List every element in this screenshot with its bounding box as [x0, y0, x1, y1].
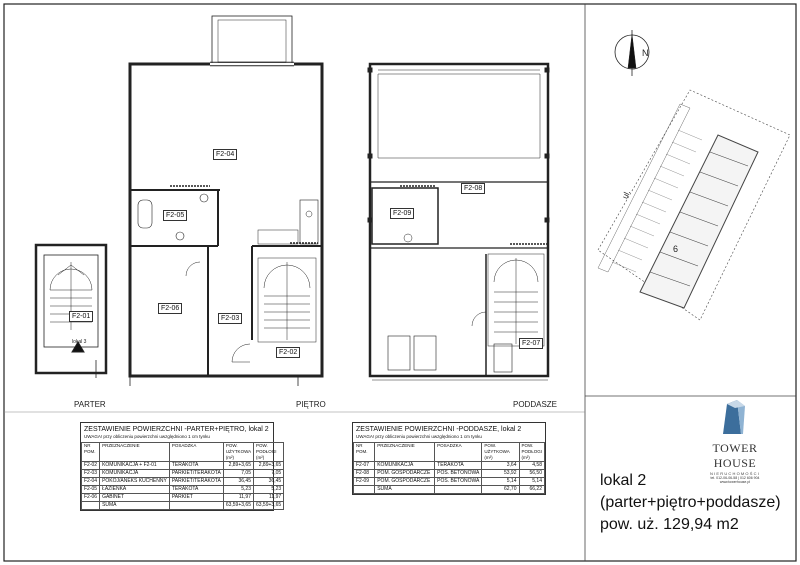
- table-cell: POS. BETONOWA: [435, 478, 482, 486]
- table1-header: POW. UŻYTKOWA (m²): [223, 443, 253, 462]
- table2-title: ZESTAWIENIE POWIERZCHNI -PODDASZE, lokal 2: [356, 426, 522, 433]
- table-cell: 53,92: [482, 470, 519, 478]
- table-cell: POM. GOSPODARCZE: [375, 470, 435, 478]
- table1-title: ZESTAWIENIE POWIERZCHNI -PARTER+PIĘTRO, lokal 2: [84, 426, 269, 433]
- table2-header: PRZEZNACZENIE: [375, 443, 435, 462]
- area-table-parter-pietro: [80, 422, 282, 511]
- table1-header: NR POM.: [82, 443, 100, 462]
- table-cell: TERAKOTA: [435, 462, 482, 470]
- room-label-f2-03: F2-03: [218, 313, 242, 324]
- table2-note: UWAGA! przy obliczeniu powierzchni uwzględniono 1 cm tynku: [356, 434, 482, 439]
- unit-info-floors: (parter+piętro+poddasze): [600, 494, 781, 511]
- table-cell: 2,89+3,65: [223, 462, 253, 470]
- table-cell: KOMUNIKACJA + F2-01: [100, 462, 170, 470]
- table-row: [354, 462, 545, 470]
- room-label-f2-08: F2-08: [461, 183, 485, 194]
- table-cell: 5,14: [482, 478, 519, 486]
- table1-sum-floor: 63,59+3,65: [253, 502, 283, 510]
- unit-info-name: lokal 2: [600, 472, 647, 489]
- table-cell: F2-09: [354, 478, 375, 486]
- table-cell: F2-06: [82, 494, 100, 502]
- table-cell: 4,58: [519, 462, 545, 470]
- room-label-f2-05: F2-05: [163, 210, 187, 221]
- table-row: [82, 502, 284, 510]
- table2-sum-label: SUMA: [375, 486, 435, 494]
- table-cell: F2-08: [354, 470, 375, 478]
- table2-grid: [353, 442, 545, 494]
- table-cell: PARKIET/TERAKOTA: [169, 478, 223, 486]
- table-row: [82, 462, 284, 470]
- table-cell: ŁAZIENKA: [100, 486, 170, 494]
- table1-sum-label: SUMA: [100, 502, 170, 510]
- room-label-f2-09: F2-09: [390, 208, 414, 219]
- table1-header: POW. PODŁOGI (m²): [253, 443, 283, 462]
- table-cell: KOMUNIKACJA: [100, 470, 170, 478]
- room-label-f2-02: F2-02: [276, 347, 300, 358]
- table-cell: TERAKOTA: [169, 486, 223, 494]
- table-cell: KOMUNIKACJA: [375, 462, 435, 470]
- table-cell: 36,45: [253, 478, 283, 486]
- room-label-f2-07: F2-07: [519, 338, 543, 349]
- unit-info: [600, 470, 781, 536]
- room-label-f2-01: F2-01: [69, 311, 93, 322]
- logo-website: www.towerhouse.pl: [719, 480, 751, 484]
- room-label-f2-04: F2-04: [213, 149, 237, 160]
- logo-brand: TOWER HOUSE: [712, 441, 758, 470]
- table2-header: POSADZKA: [435, 443, 482, 462]
- table-row: [82, 478, 284, 486]
- compass-north-letter: N: [642, 48, 649, 58]
- table-cell: 3,64: [482, 462, 519, 470]
- table-cell: F2-02: [82, 462, 100, 470]
- site-map: [598, 90, 790, 320]
- table-cell: POM. GOSPODARCZE: [375, 478, 435, 486]
- table-cell: PARKIET/TERAKOTA: [169, 470, 223, 478]
- tower-logo-icon: [715, 396, 755, 436]
- table-cell: F2-03: [82, 470, 100, 478]
- table2-sum-usable: 62,70: [482, 486, 519, 494]
- floor-label-pietro: PIĘTRO: [296, 400, 326, 409]
- table-cell: F2-07: [354, 462, 375, 470]
- table-cell: 11,97: [223, 494, 253, 502]
- room-label-f2-06: F2-06: [158, 303, 182, 314]
- table-row: [82, 494, 284, 502]
- logo-phone: tel. 012-06-06-58 | 012 606 904: [710, 476, 760, 480]
- table-cell: 7,05: [253, 470, 283, 478]
- table-cell: PARKIET: [169, 494, 223, 502]
- logo-subtitle: NIERUCHOMOŚCI: [709, 471, 761, 476]
- table-cell: POKÓJ/ANEKS KUCHENNY: [100, 478, 170, 486]
- pietro-plan: [130, 16, 322, 386]
- area-table-poddasze: [352, 422, 546, 495]
- table-cell: 5,14: [519, 478, 545, 486]
- table-cell: TERAKOTA: [169, 462, 223, 470]
- table-cell: GABINET: [100, 494, 170, 502]
- table1-header: PRZEZNACZENIE: [100, 443, 170, 462]
- table1-note: UWAGA! przy obliczeniu powierzchni uwzględniono 1 cm tynku: [84, 434, 210, 439]
- street-label: ul.: [620, 188, 633, 201]
- table-cell: 5,23: [253, 486, 283, 494]
- floor-label-poddasze: PODDASZE: [513, 400, 558, 409]
- table-cell: 56,50: [519, 470, 545, 478]
- entry-tag: lokal 3: [72, 339, 87, 345]
- table2-header: POW. UŻYTKOWA (m²): [482, 443, 519, 462]
- table-row: [354, 478, 545, 486]
- table-row: [354, 486, 545, 494]
- floor-label-parter: PARTER: [74, 400, 106, 409]
- table-cell: 36,45: [223, 478, 253, 486]
- table2-header: NR POM.: [354, 443, 375, 462]
- table-cell: F2-04: [82, 478, 100, 486]
- table-row: [354, 470, 545, 478]
- table-cell: 5,23: [223, 486, 253, 494]
- unit-number-label: 6: [673, 244, 679, 254]
- table-cell: F2-05: [82, 486, 100, 494]
- table1-header: POSADZKA: [169, 443, 223, 462]
- table-cell: POS. BETONOWA: [435, 470, 482, 478]
- table-cell: 7,05: [223, 470, 253, 478]
- unit-info-area: pow. uż. 129,94 m2: [600, 516, 739, 533]
- table1-sum-usable: 63,59+3,65: [223, 502, 253, 510]
- table2-header: POW. PODŁOGI (m²): [519, 443, 545, 462]
- poddasze-plan: [368, 64, 549, 380]
- table-row: [82, 486, 284, 494]
- table-row: [82, 470, 284, 478]
- table-cell: 11,97: [253, 494, 283, 502]
- table-cell: 2,89+3,65: [253, 462, 283, 470]
- table2-sum-floor: 66,22: [519, 486, 545, 494]
- table1-grid: [81, 442, 284, 510]
